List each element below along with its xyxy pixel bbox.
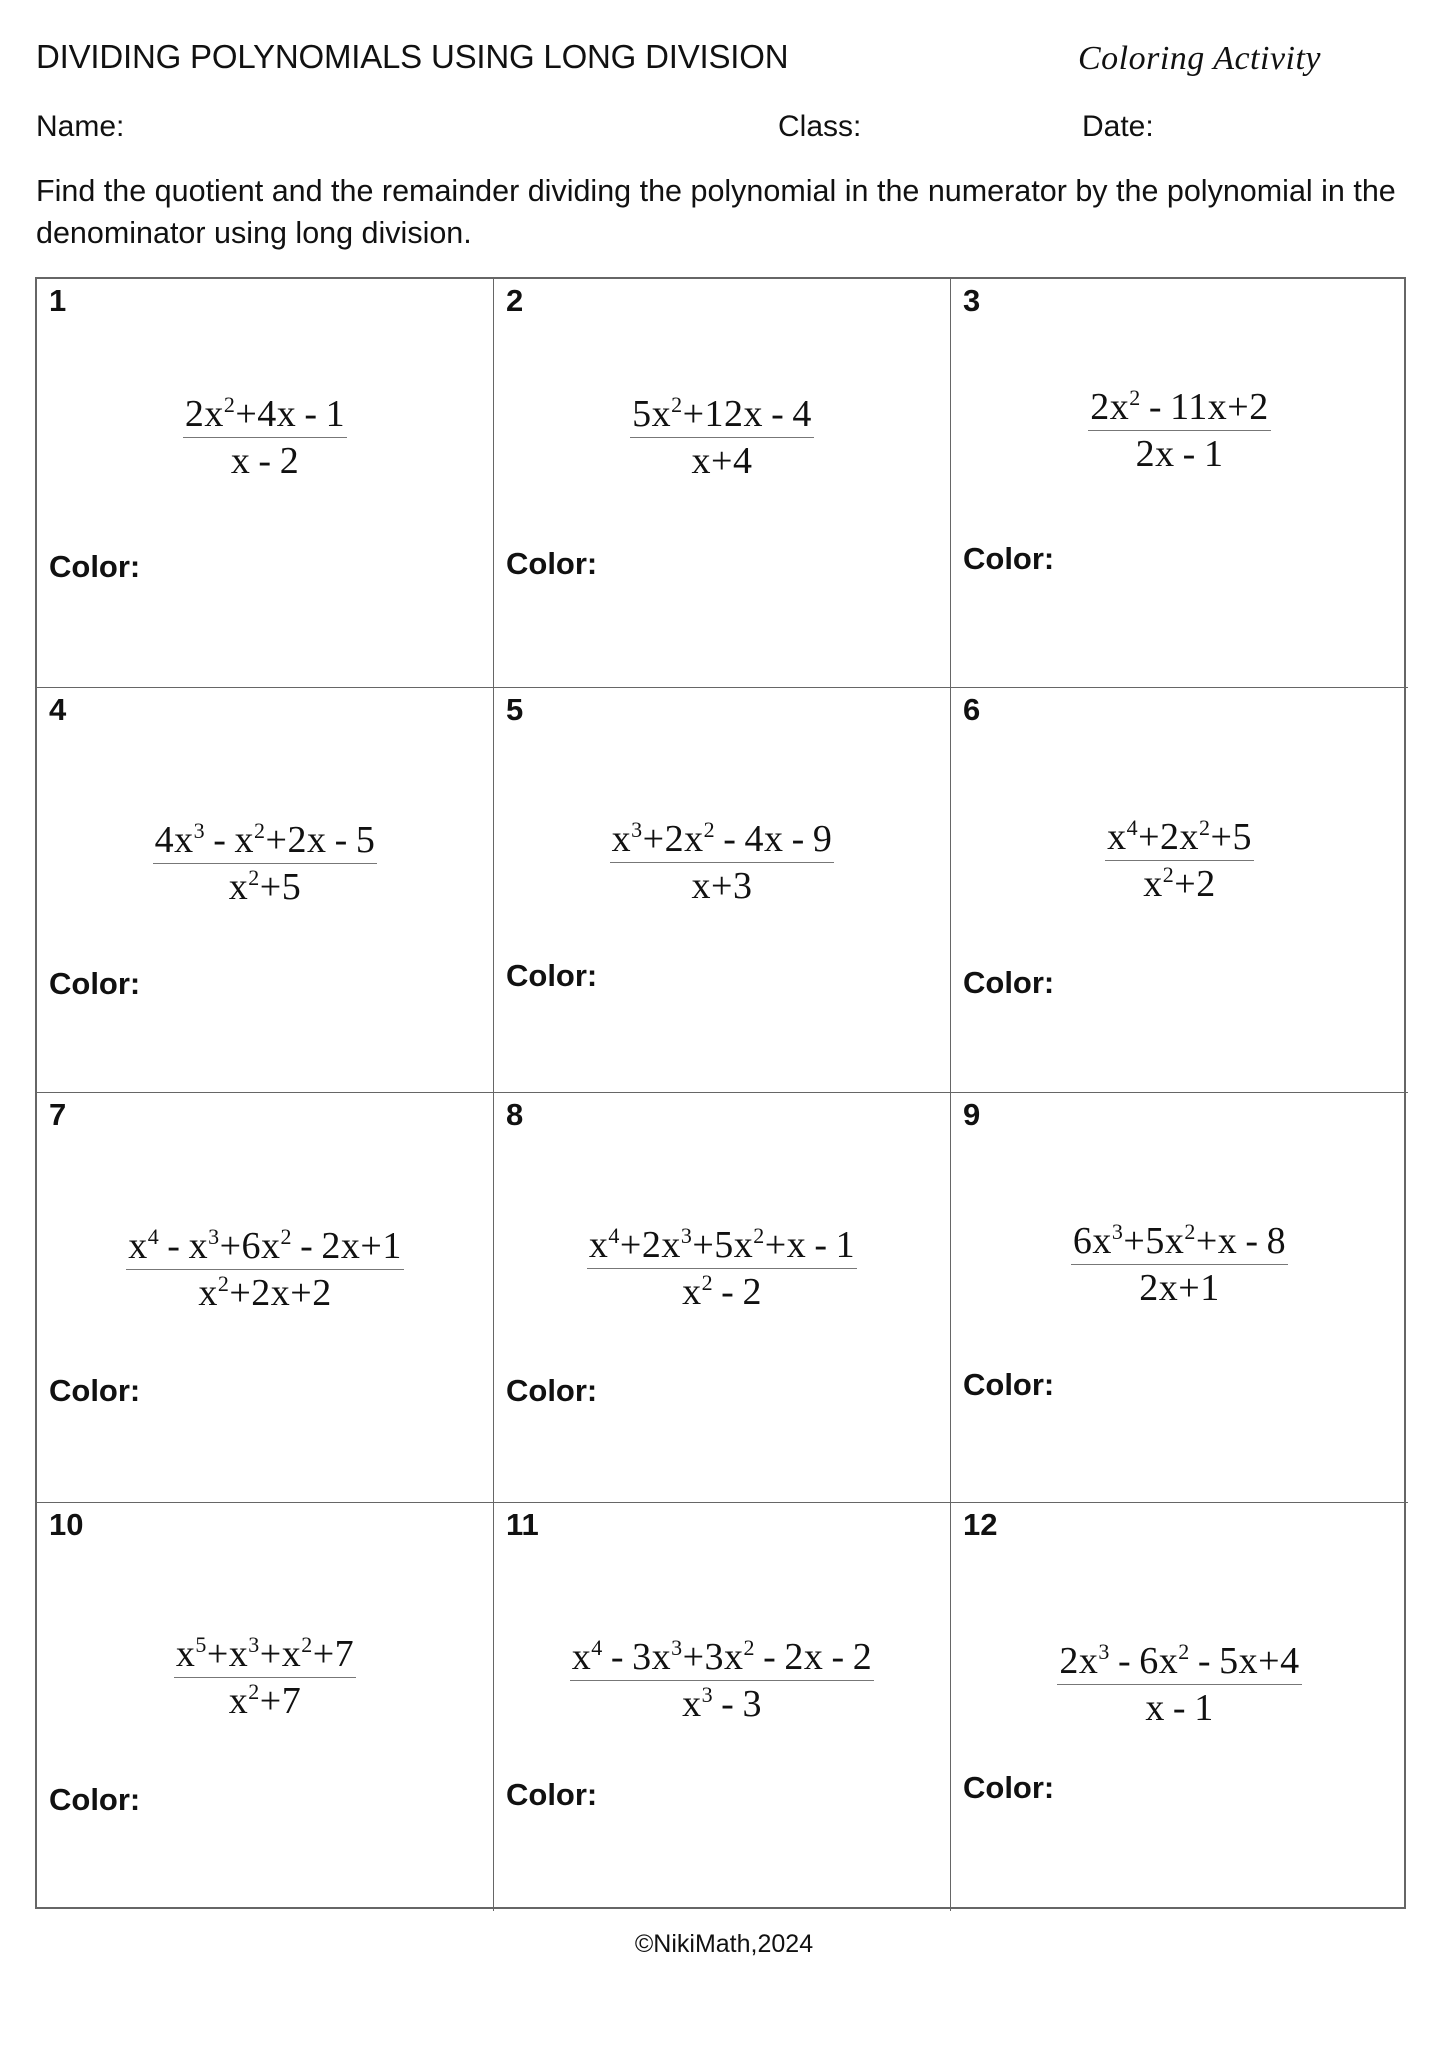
fraction — [37, 1223, 493, 1316]
color-answer-label: Color: — [506, 1373, 598, 1408]
color-answer-label: Color: — [963, 965, 1055, 1000]
problem-number: 5 — [506, 692, 524, 727]
numerator: $x^4 - 3x^3+3x^2 - 2x - 2$ — [570, 1634, 875, 1681]
numerator: $5x^2+12x - 4$ — [630, 391, 814, 438]
problem-cell-2 — [494, 279, 951, 688]
numerator: $x^4 - x^3+6x^2 - 2x+1$ — [126, 1223, 404, 1270]
problem-cell-5 — [494, 688, 951, 1093]
denominator: x - 1 — [1145, 1687, 1214, 1729]
color-answer-label: Color: — [506, 1777, 598, 1812]
problem-grid — [35, 277, 1406, 1909]
color-answer-label: Color: — [506, 958, 598, 993]
denominator: 2x - 1 — [1135, 433, 1224, 475]
problem-number: 7 — [49, 1097, 67, 1132]
fraction — [951, 1638, 1408, 1731]
problem-cell-6 — [951, 688, 1408, 1093]
problem-cell-9 — [951, 1093, 1408, 1503]
numerator: $2x^2+4x - 1$ — [183, 391, 347, 438]
fraction — [37, 391, 493, 484]
problem-cell-10 — [37, 1503, 494, 1911]
color-answer-label: Color: — [49, 1373, 141, 1408]
worksheet-title: DIVIDING POLYNOMIALS USING LONG DIVISION — [36, 38, 789, 75]
numerator: $x^4+2x^3+5x^2+x - 1$ — [587, 1222, 857, 1269]
color-answer-label: Color: — [49, 549, 141, 584]
problem-number: 6 — [963, 692, 981, 727]
problem-number: 3 — [963, 283, 981, 318]
color-answer-label: Color: — [506, 546, 598, 581]
numerator: $x^3+2x^2 - 4x - 9$ — [610, 816, 835, 863]
problem-cell-1 — [37, 279, 494, 688]
name-field-label: Name: — [36, 110, 125, 143]
problem-cell-8 — [494, 1093, 951, 1503]
color-answer-label: Color: — [49, 966, 141, 1001]
fraction — [37, 1631, 493, 1724]
numerator: $4x^3 - x^2+2x - 5$ — [153, 817, 378, 864]
numerator: $2x^3 - 6x^2 - 5x+4$ — [1057, 1638, 1301, 1685]
problem-number: 2 — [506, 283, 524, 318]
problem-number: 1 — [49, 283, 67, 318]
color-answer-label: Color: — [963, 541, 1055, 576]
fraction — [951, 384, 1408, 477]
problem-cell-4 — [37, 688, 494, 1093]
fraction — [494, 816, 950, 909]
fraction — [494, 1222, 950, 1315]
copyright-footer: ©NikiMath,2024 — [634, 1930, 814, 1958]
instructions: Find the quotient and the remainder dividing the polynomial in the numerator by the polynomial in the denominator using long division. — [36, 174, 1396, 250]
fraction — [37, 817, 493, 910]
numerator: $x^5+x^3+x^2+7$ — [174, 1631, 356, 1678]
color-answer-label: Color: — [963, 1367, 1055, 1402]
fraction — [951, 1218, 1408, 1311]
class-field-label: Class: — [778, 110, 862, 143]
denominator: x+4 — [691, 440, 753, 482]
problem-cell-11 — [494, 1503, 951, 1911]
date-field-label: Date: — [1082, 110, 1154, 143]
problem-number: 12 — [963, 1507, 998, 1542]
fraction — [494, 391, 950, 484]
problem-cell-7 — [37, 1093, 494, 1503]
numerator: $x^4+2x^2+5$ — [1105, 814, 1254, 861]
problem-number: 8 — [506, 1097, 524, 1132]
numerator: $2x^2 - 11x+2$ — [1088, 384, 1270, 431]
denominator: $x^2+7$ — [228, 1679, 302, 1722]
denominator: $x^3 - 3$ — [682, 1682, 762, 1725]
problem-number: 10 — [49, 1507, 84, 1542]
denominator: $x^2+5$ — [228, 865, 302, 908]
denominator: x+3 — [691, 865, 753, 907]
denominator: $x^2+2x+2$ — [198, 1271, 332, 1314]
problem-cell-3 — [951, 279, 1408, 688]
color-answer-label: Color: — [963, 1770, 1055, 1805]
denominator: 2x+1 — [1139, 1267, 1220, 1309]
fraction — [494, 1634, 950, 1727]
problem-cell-12 — [951, 1503, 1408, 1911]
denominator: x - 2 — [230, 440, 300, 482]
color-answer-label: Color: — [49, 1782, 141, 1817]
problem-number: 9 — [963, 1097, 981, 1132]
denominator: $x^2 - 2$ — [682, 1270, 762, 1313]
problem-number: 4 — [49, 692, 67, 727]
fraction — [951, 814, 1408, 907]
activity-type-label: Coloring Activity — [1078, 40, 1322, 77]
denominator: $x^2+2$ — [1143, 862, 1216, 905]
problem-number: 11 — [506, 1507, 539, 1542]
numerator: $6x^3+5x^2+x - 8$ — [1071, 1218, 1288, 1265]
